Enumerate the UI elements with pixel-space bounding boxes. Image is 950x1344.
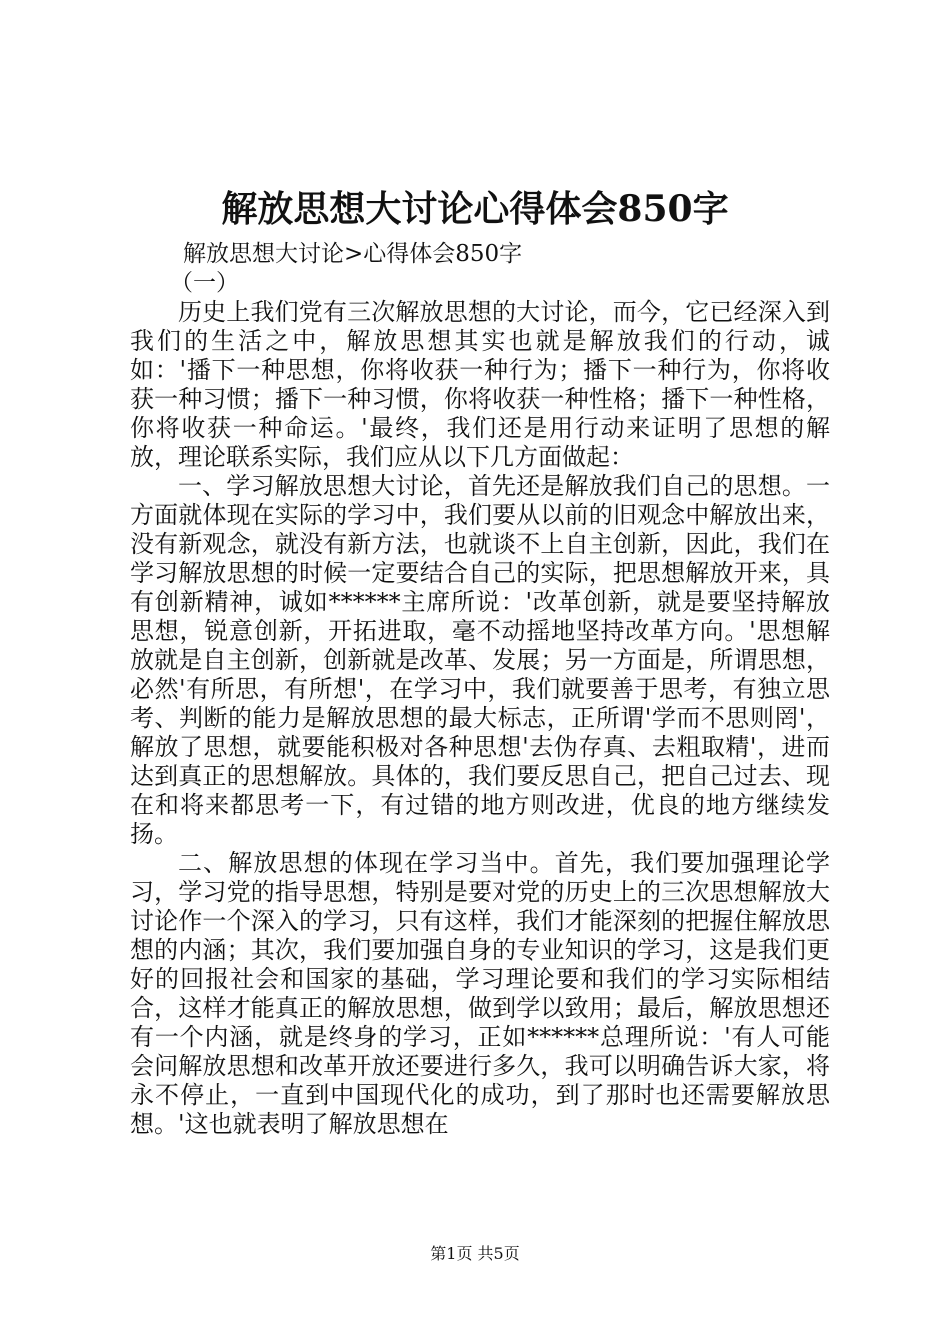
document-subtitle: 解放思想大讨论>心得体会850字 — [183, 241, 523, 267]
document-title: 解放思想大讨论心得体会850字 — [221, 188, 729, 230]
document-body — [130, 298, 830, 1139]
paragraph-point-one: 一、学习解放思想大讨论，首先还是解放我们自己的思想。一方面就体现在实际的学习中，我们要从以前的旧观念中解放出来，没有新观念，就没有新方法，也就谈不上自主创新，因此，我们在学习解放思想的时候一定要结合自己的实际，把思想解放开来，具有创新精神，诚如******主席所说：'改革创新，就是要坚持解放思想，锐意创新，开拓进取，毫不动摇地坚持改革方向。'思想解放就是自主创新，创新就是改革、发展；另一方面是，所谓思想，必然'有所思，有所想'，在学习中，我们就要善于思考，有独立思考、判断的能力是解放思想的最大标志，正所谓'学而不思则罔'，解放了思想，就要能积极对各种思想'去伪存真、去粗取精'，进而达到真正的思想解放。具体的，我们要反思自己，把自己过去、现在和将来都思考一下，有过错的地方则改进，优良的地方继续发扬。 — [130, 472, 830, 848]
section-marker: （一） — [170, 270, 239, 296]
paragraph-point-two: 二、解放思想的体现在学习当中。首先，我们要加强理论学习，学习党的指导思想，特别是要对党的历史上的三次思想解放大讨论作一个深入的学习，只有这样，我们才能深刻的把握住解放思想的内涵；其次，我们要加强自身的专业知识的学习，这是我们更好的回报社会和国家的基础，学习理论要和我们的学习实际相结合，这样才能真正的解放思想，做到学以致用；最后，解放思想还有一个内涵，就是终身的学习，正如******总理所说：'有人可能会问解放思想和改革开放还要进行多久，我可以明确告诉大家，将永不停止，一直到中国现代化的成功，到了那时也还需要解放思想。'这也就表明了解放思想在 — [130, 849, 830, 1138]
paragraph-intro: 历史上我们党有三次解放思想的大讨论，而今，它已经深入到我们的生活之中，解放思想其实也就是解放我们的行动，诚如：'播下一种思想，你将收获一种行为；播下一种行为，你将收获一种习惯；播下一种习惯，你将收获一种性格；播下一种性格，你将收获一种命运。'最终，我们还是用行动来证明了思想的解放，理论联系实际，我们应从以下几方面做起： — [130, 298, 830, 471]
page-footer: 第1页 共5页 — [430, 1244, 520, 1263]
